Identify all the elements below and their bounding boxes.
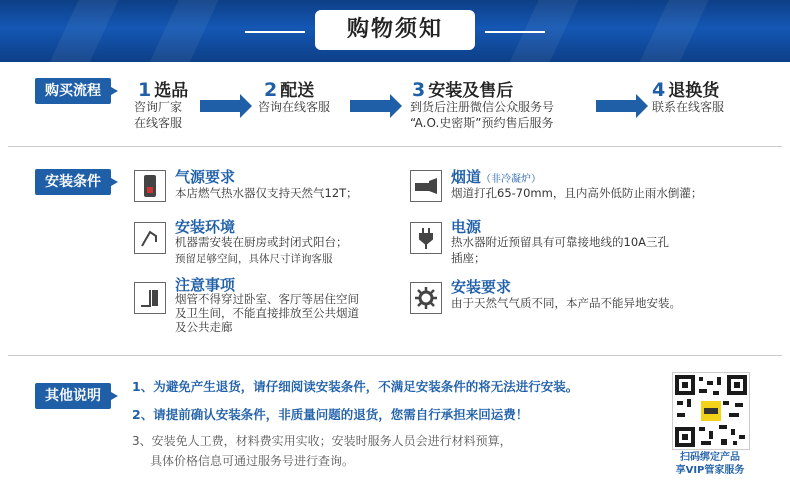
condition-desc-notes-1: 烟管不得穿过卧室、客厅等居住空间 [175,292,359,306]
note-4: 具体价格信息可通过服务号进行查询。 [150,454,355,468]
condition-desc-power-2: 插座； [451,251,486,265]
step-2-title: 2 配送 [264,79,315,101]
step-1-desc: 咨询厂家 在线客服 [134,100,183,130]
note-2: 2、请提前确认安装条件，非质量问题的退货，您需自行承担来回运费！ [132,407,529,422]
condition-desc-install: 由于天然气气质不同，本产品不能异地安装。 [451,296,681,310]
step-4-desc: 联系在线客服 [652,100,725,114]
section-tag-purchase-flow: 购买流程 [35,78,111,104]
condition-desc-environment-1: 机器需安装在厨房或封闭式阳台； [175,235,348,249]
divider [8,355,782,356]
condition-title-gas: 气源要求 [175,168,236,186]
condition-desc-flue: 烟道打孔65-70mm，且内高外低防止雨水倒灌； [451,186,703,200]
step-4-title: 4 退换货 [652,79,720,101]
page-title: 购物须知 [315,10,475,50]
step-1-title: 1 选品 [138,79,189,101]
qr-code-icon[interactable] [672,372,750,450]
gear-icon [410,282,442,314]
condition-desc-power-1: 热水器附近预留具有可靠接地线的10A三孔 [451,235,669,249]
condition-title-environment: 安装环境 [175,218,236,236]
faucet-icon [134,222,166,254]
condition-desc-environment-2: 预留足够空间，具体尺寸详询客服 [175,253,333,265]
condition-title-power: 电源 [451,218,482,236]
step-3-desc: 到货后注册微信公众服务号 “A.O.史密斯”预约售后服务 [410,100,555,130]
condition-title-flue: 烟道（非冷凝炉） [451,168,542,186]
qr-caption-2: 享VIP管家服务 [675,465,745,476]
flow-arrow-icon [350,100,390,112]
banner-line-left [245,31,305,33]
qr-caption-1: 扫码绑定产品 [680,452,740,463]
note-1: 1、为避免产生退货，请仔细阅读安装条件，不满足安装条件的将无法进行安装。 [132,379,579,394]
condition-desc-notes-3: 及公共走廊 [175,320,233,334]
power-plug-icon [410,222,442,254]
condition-title-install: 安装要求 [451,278,512,296]
banner-line-right [485,31,545,33]
step-3-title: 3 安装及售后 [412,79,514,101]
gas-cylinder-icon [134,170,166,202]
divider [8,146,782,147]
pipe-route-icon [134,282,166,314]
condition-desc-gas: 本店燃气热水器仅支持天然气12T； [175,186,358,200]
section-tag-other-notes: 其他说明 [35,383,111,409]
flow-arrow-icon [200,100,240,112]
header-banner [0,0,790,62]
section-tag-install-conditions: 安装条件 [35,169,111,195]
step-2-desc: 咨询在线客服 [258,100,331,114]
condition-title-notes: 注意事项 [175,276,236,294]
flow-arrow-icon [596,100,636,112]
condition-desc-notes-2: 及卫生间，不能直接排放至公共烟道 [175,306,359,320]
flue-pipe-icon [410,170,442,202]
note-3: 3、安装免人工费，材料费实用实收；安装时服务人员会进行材料预算， [132,434,512,448]
